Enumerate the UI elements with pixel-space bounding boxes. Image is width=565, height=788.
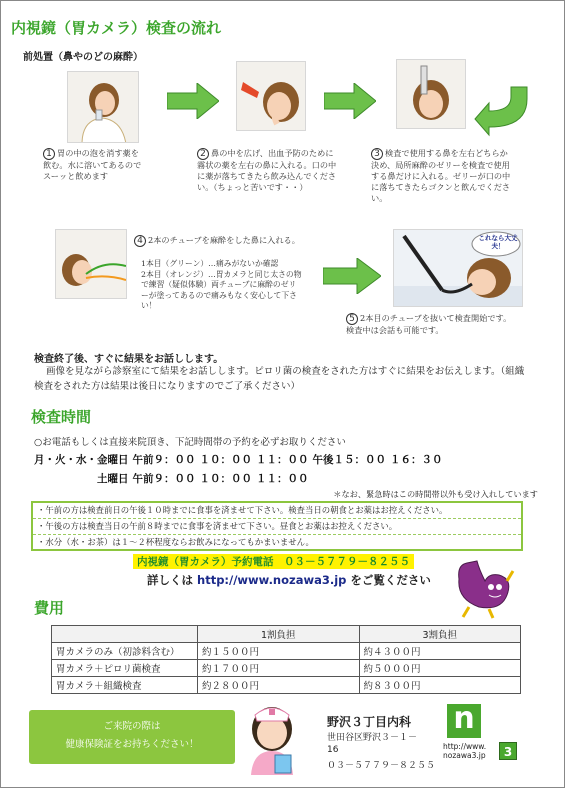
nurse-illustration-icon: [241, 699, 303, 775]
schedule-days-weekday: 月・火・水・金曜日: [34, 454, 129, 466]
preparation-notes: [31, 501, 523, 551]
arrow-right-icon: [167, 83, 219, 119]
speech-bubble: これなら大丈夫！: [478, 234, 518, 250]
step4-illustration: [55, 229, 127, 299]
note-water: ・水分（水・お茶）は１～２杯程度ならお飲みになってもかまいません。: [37, 537, 314, 547]
step3-text: 3 検査で使用する鼻を左右どちらか決め、局所麻酔のゼリーを検査で使用する鼻だけに入れる。ゼリーが口の中に落ちてきたらゴクンと飲んでください。: [371, 148, 511, 203]
fees-table: [51, 625, 521, 694]
result-body: 画像を見ながら診察室にて結果をお話しします。ピロリ菌の検査をされた方はすぐに結果をお伝えします。（組織検査をされた方は結果は後日になりますのでご了承ください）: [34, 366, 525, 392]
logo-number: 3: [499, 742, 517, 760]
step3-number: 3: [371, 148, 383, 160]
pre-treatment-heading: 前処置（鼻やのどの麻酔）: [23, 52, 143, 63]
emergency-note: ＊なお、緊急時はこの時間帯以外も受け入れしています: [333, 489, 538, 499]
step2-text: 2 鼻の中を広げ、出血予防のために霧状の薬を左右の鼻に入れる。口の中に薬が落ちてきたら飲み込んでください。（ちょっと苦いです・・）: [197, 148, 337, 192]
hours-intro: ○お電話もしくは直接来院頂き、下記時間帯の予約を必ずお取りください: [34, 437, 346, 448]
step5-text: 5 2本目のチューブを抜いて検査開始です。検査中は会話も可能です。: [346, 313, 512, 335]
step3-illustration: [396, 59, 466, 129]
step4-detail: 1本目（グリーン）…痛みがないか確認 2本目（オレンジ）…胃カメラと同じ太さの物で練習（疑似体験）両チューブに麻酔のゼリーが塗ってあるので痛みもなく安心して下さい！: [141, 259, 302, 310]
website-line: 詳しくは http://www.nozawa3.jp をご覧ください: [147, 573, 431, 587]
stomach-mascot-icon: [449, 555, 517, 619]
step1-number: 1: [43, 148, 55, 160]
fees-heading: 費用: [34, 599, 65, 617]
step1-text: 1 胃の中の泡を消す薬を飲む。水に溶いてあるのでスーッと飲めます: [43, 148, 142, 181]
step5-illustration: [393, 229, 523, 307]
clinic-phone: ０３－５７７９－８２５５: [327, 761, 436, 771]
arrow-uturn-icon: [471, 85, 533, 139]
insurance-card-banner: ご来院の際は 健康保険証をお持ちください！: [29, 710, 235, 764]
arrow-right-icon: [323, 258, 381, 294]
fees-col-30pct: 3割負担: [359, 626, 521, 643]
clinic-logo: [441, 701, 517, 768]
step2-illustration: [236, 61, 306, 131]
arrow-right-icon: [324, 83, 376, 119]
table-row: 胃カメラ＋ピロリ菌検査 約１７００円 約５０００円: [52, 660, 521, 677]
schedule-days-saturday: 土曜日: [97, 473, 129, 485]
step1-illustration: [67, 71, 139, 143]
note-morning: ・午前の方は検査前日の午後１０時までに食事を済ませて下さい。検査当日の朝食とお薬はお控えください。: [33, 503, 521, 519]
fees-col-10pct: 1割負担: [198, 626, 360, 643]
reservation-phone: 内視鏡（胃カメラ）予約電話 ０３－５７７９－８２５５: [133, 554, 414, 569]
website-link[interactable]: http://www.nozawa3.jp: [197, 573, 347, 587]
clinic-address: 世田谷区野沢３－１－ 16: [327, 733, 418, 755]
logo-url: http://www. nozawa3.jp: [443, 742, 487, 760]
page-title: 内視鏡（胃カメラ）検査の流れ: [11, 19, 222, 37]
step2-number: 2: [197, 148, 209, 160]
hours-heading: 検査時間: [31, 408, 92, 426]
step4-text: 4 2本のチューブを麻酔をした鼻に入れる。: [134, 235, 302, 247]
table-row: 胃カメラ＋組織検査 約２８００円 約８３００円: [52, 677, 521, 694]
step4-number: 4: [134, 235, 146, 247]
logo-letter: n: [447, 704, 481, 738]
clinic-name: 野沢３丁目内科: [327, 715, 412, 729]
table-row: 胃カメラのみ（初診料含む） 約１５００円 約４３００円: [52, 643, 521, 660]
result-heading: 検査終了後、すぐに結果をお話しします。: [34, 354, 224, 365]
schedule-table: 月・火・水・金曜日 午前９：００ １０：００ １１：００ 午後１５：００ １６：３０ 土曜日 午前９：００ １０：００ １１：００: [34, 450, 447, 488]
note-afternoon: ・午後の方は検査当日の午前８時までに食事を済ませて下さい。昼食とお薬はお控えください。: [33, 519, 521, 535]
step5-number: 5: [346, 313, 358, 325]
